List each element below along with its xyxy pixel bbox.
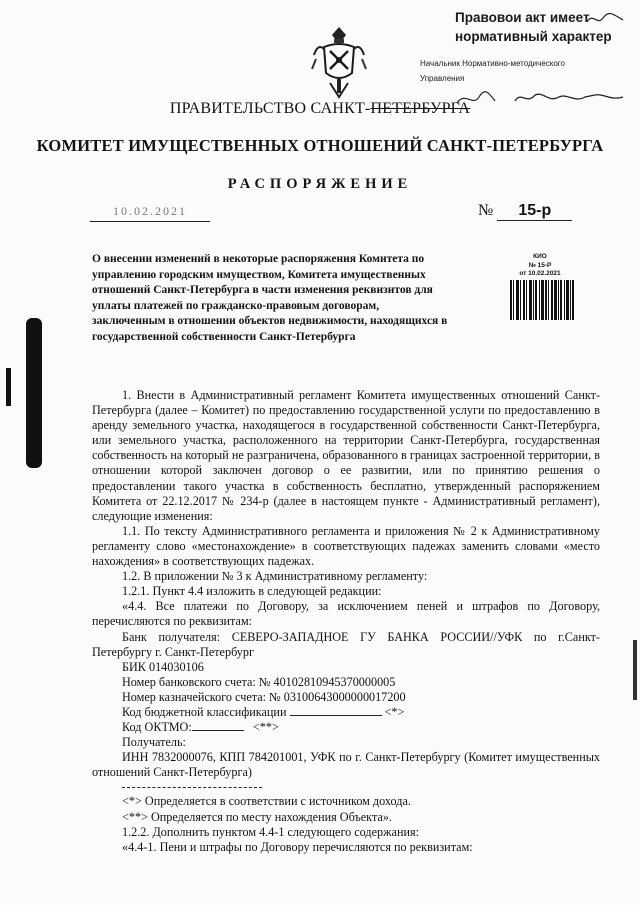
oktmo [92, 720, 600, 735]
oktmo-blank [192, 730, 244, 731]
recipient-details: ИНН 7832000076, КПП 784201001, УФК по г. Санкт-Петербургу (Комитет имущественных отношений Санкт-Петербурга) [92, 750, 600, 780]
scan-artifact [26, 318, 42, 468]
registration-number: № 15-Р [528, 261, 552, 269]
number-label: № [478, 202, 494, 219]
stamp-line-2: нормативный характер [455, 29, 612, 44]
registration-org: КИО [533, 253, 547, 260]
document-title: О внесении изменений в некоторые распоряжения Комитета по управлению городским имуществом, Комитета имущественных отношений Санкт-Петербурга в части изменения реквизитов для уплаты платежей по гражданско-правовым договорам, заключенным в отношении объектов недвижимости, находящихся в государственной собственности Санкт-Петербурга [92, 253, 448, 343]
footnote-separator [122, 780, 262, 788]
budget-code-blank [290, 715, 382, 716]
government-prefix: ПРАВИТЕЛЬСТВО САНКТ- [169, 100, 371, 117]
paragraph-4-4: «4.4. Все платежи по Договору, за исключением пеней и штрафов по Договору, перечисляются по реквизитам: [92, 599, 600, 629]
registration-date: от 10.02.2021 [519, 270, 561, 277]
recipient-label: Получатель: [122, 735, 186, 750]
paragraph-1: 1. Внести в Административный регламент Комитета имущественных отношений Санкт-Петербурга (далее – Комитет) по предоставлению государственной услуги по предоставлению в аренду земельного участка, находящегося в государственной собственности Санкт-Петербурга, или земельного участка, расположенного на территории Санкт-Петербурга, государственная собственность на который не разграничена, образованного в границах застроенной территории, в отношении которой заключен договор о ее развитии, или по принятию решения о предоставлении такого участка в собственность бесплатно, утвержденный распоряжением Комитета от 22.12.2017 № 234-р (далее в настоящем пункте - Административный регламент), следующие изменения: [92, 388, 600, 523]
footnote-1: <*> Определяется в соответствии с источником дохода. [122, 794, 411, 809]
paragraph-1-1: 1.1. По тексту Административного регламента и приложения № 2 к Административному регламенту слово «местонахождение» в соответствующих падежах заменить словами «место нахождения» в соответствующих падежах. [92, 523, 600, 569]
document-date: 10.02.2021 [90, 204, 210, 222]
oktmo-note: <**> [252, 720, 279, 735]
handwritten-signature-icon [455, 87, 630, 111]
paragraph-1-2: 1.2. В приложении № 3 к Административному регламенту: [122, 569, 428, 584]
stamp-position: Начальник Нормативно-методического Управления [420, 59, 565, 83]
budget-code [92, 705, 600, 720]
paragraph-1-2-2: 1.2.2. Дополнить пунктом 4.4-1 следующего содержания: [122, 824, 419, 839]
bank-details: Банк получателя: СЕВЕРО-ЗАПАДНОЕ ГУ БАНКА РОССИИ//УФК по г.Санкт-Петербургу г. Санкт-Петербург [92, 629, 600, 659]
committee-name: КОМИТЕТ ИМУЩЕСТВЕННЫХ ОТНОШЕНИЙ САНКТ-ПЕТЕРБУРГА [36, 136, 604, 155]
document-body [92, 388, 600, 855]
bank-account: Номер банковского счета: № 40102810945370000005 [122, 674, 396, 689]
stamp-signature-icon [585, 10, 625, 28]
scan-artifact [6, 368, 11, 406]
stamp-line-1: Правовои акт имеет [455, 10, 590, 25]
document-number [478, 202, 572, 221]
budget-code-label: Код бюджетной классификации [122, 704, 287, 719]
document-type: РАСПОРЯЖЕНИЕ [227, 176, 413, 192]
number-value: 15-р [497, 202, 572, 221]
treasury-account: Номер казначейского счета: № 03100643000000017200 [122, 689, 406, 704]
barcode-icon [510, 280, 574, 320]
government-struck-word: ПЕТЕРБУРГА [370, 100, 471, 117]
budget-code-note: <*> [384, 704, 405, 719]
coat-of-arms-icon [310, 25, 368, 99]
paragraph-1-2-1: 1.2.1. Пункт 4.4 изложить в следующей редакции: [122, 584, 382, 599]
oktmo-label: Код ОКТМО: [122, 720, 192, 735]
footnote-2: <**> Определяется по месту нахождения Объекта». [122, 809, 392, 824]
scan-artifact [633, 640, 637, 700]
paragraph-4-4-1: «4.4-1. Пени и штрафы по Договору перечисляются по реквизитам: [122, 839, 473, 854]
bik: БИК 014030106 [122, 659, 204, 674]
registration-stamp [508, 253, 572, 279]
